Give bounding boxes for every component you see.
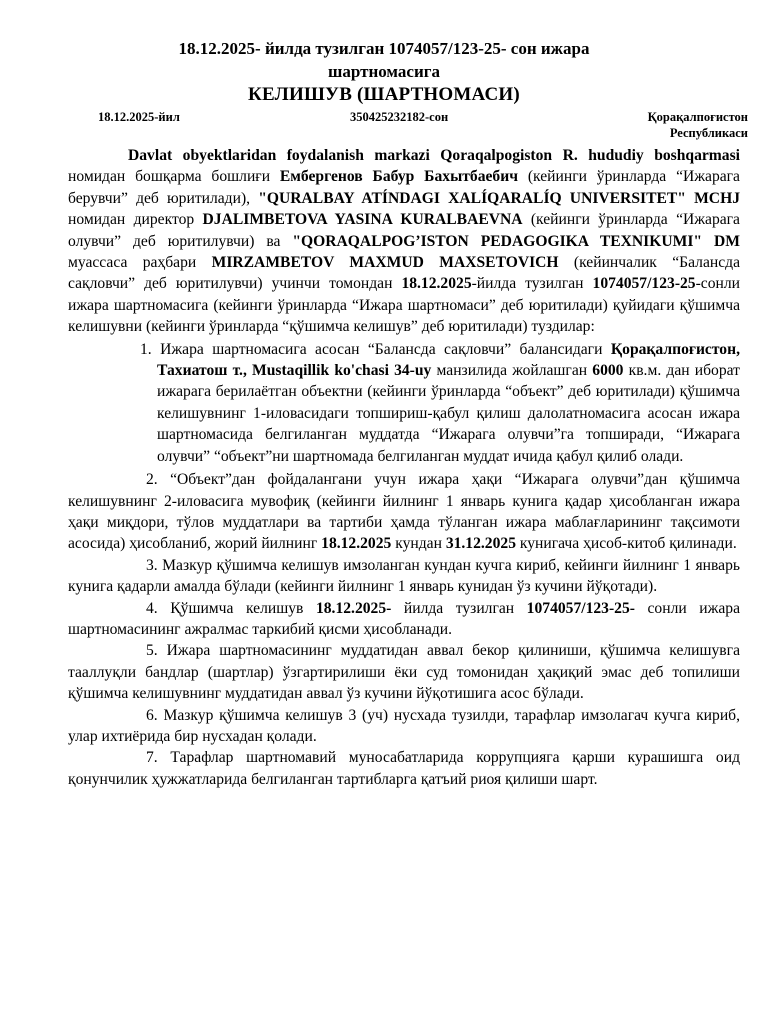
- clause-6: [68, 705, 740, 748]
- person-tenant: DJALIMBETOVA YASINA KURALBAEVNA: [202, 211, 523, 229]
- clause-text: “Объект”дан фойдалангани учун ижара ҳақи “Ижарага олувчи”дан қўшимча келишувнинг 2-иловасига мувофиқ (кейинги йилнинг 1 январь кунига қадар ҳисобланган ижара ҳақи миқдори, тўлов муддатлари ва тартиби ҳамда тўланган ижара маблағларининг тақсимоти асосида) ҳисобланиб, жорий йилнинг: [68, 471, 740, 553]
- title-date: 18.12.2025-: [178, 39, 261, 58]
- clause-3: [68, 555, 740, 598]
- clause-text: Ижара шартномасининг муддатидан аввал бекор қилиниши, қўшимча келишувга тааллуқли бандлар (шартлар) ўзгартирилиши ёки суд томонидан ҳақиқий эмас деб топилиши қўшимча келишувнинг муддатидан аввал ўз кучини йўқотишига асос бўлади.: [68, 642, 740, 703]
- clause-text: сонли ижара шартномасининг ажралмас таркибий қисми ҳисобланади.: [68, 599, 741, 638]
- intro-text: номидан директор: [68, 211, 203, 229]
- period-start-date: 18.12.2025: [321, 535, 392, 553]
- intro-text: (кейинги ўринларда “Ижарага берувчи” деб юритилади),: [68, 168, 740, 207]
- document-number: 350425232182-сон: [350, 110, 449, 124]
- clause-text: Қўшимча келишув: [157, 599, 316, 617]
- period-end-date: 31.12.2025: [445, 535, 516, 553]
- title-line2: шартномасига: [328, 62, 440, 81]
- title-text-b: сон ижара: [506, 39, 590, 58]
- clause-number: 2.: [146, 471, 158, 489]
- clause4-contract-number: 1074057/123-25-: [526, 599, 635, 617]
- org-tenant: "QURALBAY ATÍNDAGI XALÍQARALÍQ UNIVERSITET" MCHJ: [258, 189, 740, 207]
- object-address: Қорақалпоғистон, Тахиатош т., Mustaqillik ko'chasi 34-uy: [157, 340, 740, 380]
- title-text-a: йилда тузилган: [260, 39, 389, 58]
- clause-5: [68, 640, 740, 704]
- contract-date: 18.12.2025: [401, 275, 472, 293]
- clause-number: 7.: [146, 749, 158, 767]
- clause-7: [68, 747, 740, 790]
- place-line2: Республикаси: [669, 126, 748, 140]
- clause-2: [68, 469, 740, 555]
- clause-1: [68, 339, 740, 467]
- document-title-line1: [60, 37, 708, 83]
- clause-text: Тарафлар шартномавий муносабатларида коррупцияга қарши курашишга оид қонунчилик ҳужжатларида белгиланган тартибларга қатъий риоя қилиши шарт.: [68, 749, 740, 788]
- clause-text: кв.м. дан иборат ижарага берилаётган объектни (кейинги ўринларда “объект” деб юритилади) қўшимча келишувнинг 1-иловасидаги топшириш-қабул қилиш далолатномасига асосан ижара шартномасида белгиланган муддатда “Ижарага олувчи”га топширади, “Ижарага олувчи” “объект”ни шартномада белгиланган муддат ичида қабул қилиб олади.: [157, 362, 740, 465]
- clause-text: Мазкур қўшимча келишув имзоланган кундан кучга кириб, кейинги йилнинг 1 январь кунига қадарли амалда бўлади (кейинги йилнинг 1 январь кунидан ўз кучини йўқотади).: [68, 556, 740, 596]
- intro-text: муассаса раҳбари: [68, 254, 212, 272]
- document-main-title: КЕЛИШУВ (ШАРТНОМАСИ): [248, 84, 520, 105]
- clause-number: 4.: [146, 599, 158, 617]
- person-landlord: Емберген​ов Бабур Бахытбаебич: [279, 168, 519, 186]
- document-date: 18.12.2025-йил: [98, 110, 180, 124]
- document-place: [600, 109, 748, 141]
- clause-number: 6.: [146, 706, 158, 724]
- intro-paragraph: [68, 145, 740, 338]
- intro-text: (кейинги ўринларда “Ижарага олувчи” деб юритилувчи) ва: [68, 211, 740, 250]
- contract-number: 1074057/123-25: [592, 275, 696, 293]
- intro-text: -сонли ижара шартномасига (кейинги ўринларда “Ижара шартномаси” деб юритилади) қуйидаги қўшимча келишувни (кейинги ўринларда “қўшимча келишув” деб юритилади) туздилар:: [68, 275, 740, 336]
- clause-4: [68, 598, 740, 641]
- clause-text: манзилида жойлашган: [431, 362, 593, 380]
- clause4-date: 18.12.2025-: [315, 599, 392, 617]
- org-landlord: Davlat obyektlaridan foydalanish markazi Qoraqalpogiston R. hududiy boshqarmasi: [128, 147, 740, 164]
- intro-text: -йилда тузилган: [471, 275, 593, 293]
- clause-text: Ижара шартномасига асосан “Балансда сақловчи” балансидаги: [151, 340, 611, 358]
- intro-text: номидан бошқарма бошлиғи: [68, 168, 280, 186]
- org-balance-holder: "QORAQALPOG’ISTON PEDAGOGIKA TEXNIKUMI" DM: [292, 232, 740, 250]
- clause-text: йилда тузилган: [391, 599, 527, 617]
- clause-number: 1.: [140, 340, 152, 358]
- clause-number: 5.: [146, 642, 158, 660]
- clause-number: 3.: [146, 556, 158, 574]
- place-line1: Қорақалпоғистон: [647, 110, 748, 124]
- clause-text: кундан: [391, 535, 446, 553]
- clause-text: Мазкур қўшимча келишув 3 (уч) нусхада тузилди, тарафлар имзолагач кучга кириб, улар ихтиёрида бир нусхадан қолади.: [68, 706, 740, 745]
- object-area: 6000: [592, 362, 624, 380]
- clause-text: кунигача ҳисоб-китоб қилинади.: [515, 535, 737, 553]
- person-balance-holder: MIRZAMBETOV MAXMUD MAXSETOVICH: [211, 254, 559, 272]
- document-body: [68, 145, 740, 790]
- title-contract-number: 1074057/123-25-: [388, 39, 507, 58]
- intro-text: (кейинчалик “Балансда сақловчи” деб юритилувчи) учинчи томондан: [68, 254, 740, 293]
